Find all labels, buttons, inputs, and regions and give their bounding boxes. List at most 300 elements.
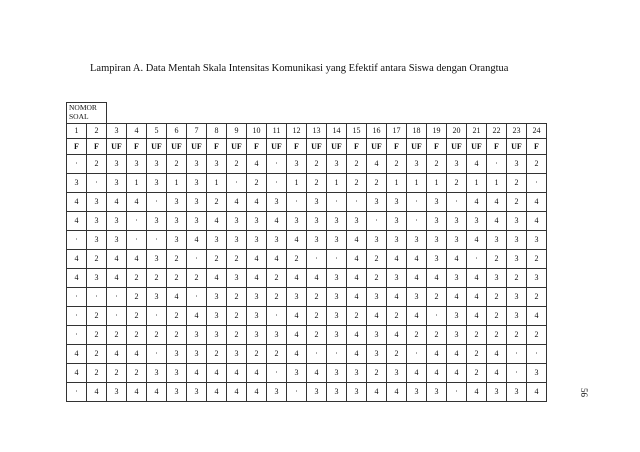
score-cell: 2 xyxy=(267,345,287,364)
score-cell: · xyxy=(267,155,287,174)
score-cell: 3 xyxy=(407,288,427,307)
score-cell: 4 xyxy=(487,193,507,212)
score-cell: 4 xyxy=(487,212,507,231)
item-type-cell: UF xyxy=(327,139,347,155)
score-cell: 4 xyxy=(527,307,547,326)
score-cell: 3 xyxy=(227,345,247,364)
score-cell: 3 xyxy=(247,307,267,326)
score-cell: · xyxy=(367,212,387,231)
score-cell: 3 xyxy=(307,212,327,231)
score-cell: 3 xyxy=(247,288,267,307)
score-cell: · xyxy=(187,250,207,269)
score-cell: 4 xyxy=(347,326,367,345)
item-number-cell: 7 xyxy=(187,124,207,139)
score-cell: 1 xyxy=(127,174,147,193)
score-cell: 2 xyxy=(247,174,267,193)
score-cell: 3 xyxy=(347,212,367,231)
score-cell: 2 xyxy=(527,250,547,269)
score-cell: 4 xyxy=(367,307,387,326)
score-cell: 4 xyxy=(67,269,87,288)
item-number-cell: 5 xyxy=(147,124,167,139)
score-cell: 3 xyxy=(427,231,447,250)
score-cell: 4 xyxy=(227,383,247,402)
score-cell: 3 xyxy=(167,212,187,231)
score-cell: 2 xyxy=(507,193,527,212)
score-cell: · xyxy=(67,326,87,345)
item-type-cell: UF xyxy=(107,139,127,155)
score-cell: · xyxy=(107,288,127,307)
score-cell: 2 xyxy=(127,269,147,288)
score-cell: 3 xyxy=(287,155,307,174)
score-cell: · xyxy=(527,345,547,364)
score-cell: 2 xyxy=(207,250,227,269)
score-cell: 3 xyxy=(207,231,227,250)
score-cell: 2 xyxy=(427,326,447,345)
score-cell: 3 xyxy=(447,307,467,326)
score-cell: 2 xyxy=(367,364,387,383)
table-header-label-row xyxy=(67,103,547,124)
score-cell: 2 xyxy=(407,326,427,345)
score-cell: · xyxy=(127,212,147,231)
score-cell: 2 xyxy=(227,250,247,269)
score-cell: 3 xyxy=(187,326,207,345)
score-cell: 2 xyxy=(527,326,547,345)
score-cell: 3 xyxy=(67,174,87,193)
item-number-cell: 6 xyxy=(167,124,187,139)
score-cell: 4 xyxy=(107,269,127,288)
score-cell: 4 xyxy=(127,193,147,212)
score-cell: 4 xyxy=(527,383,547,402)
score-cell: 2 xyxy=(127,307,147,326)
score-cell: 3 xyxy=(207,307,227,326)
score-cell: 4 xyxy=(67,250,87,269)
score-cell: 2 xyxy=(387,307,407,326)
score-cell: 2 xyxy=(227,307,247,326)
nomor-soal-label: NOMOR SOAL xyxy=(67,103,107,124)
score-cell: · xyxy=(67,288,87,307)
score-cell: · xyxy=(267,307,287,326)
score-cell: 4 xyxy=(227,364,247,383)
item-number-cell: 9 xyxy=(227,124,247,139)
score-cell: 1 xyxy=(467,174,487,193)
score-cell: 4 xyxy=(387,383,407,402)
score-cell: 3 xyxy=(327,288,347,307)
score-cell: 4 xyxy=(247,364,267,383)
item-type-cell: F xyxy=(287,139,307,155)
score-cell: 3 xyxy=(367,345,387,364)
score-cell: 4 xyxy=(407,307,427,326)
score-cell: 2 xyxy=(467,326,487,345)
page-number: 56 xyxy=(579,388,589,397)
score-cell: 3 xyxy=(507,155,527,174)
table-row xyxy=(67,326,547,345)
score-cell: · xyxy=(467,250,487,269)
item-type-cell: F xyxy=(87,139,107,155)
score-cell: 2 xyxy=(447,174,467,193)
table-row xyxy=(67,231,547,250)
score-cell: 2 xyxy=(367,269,387,288)
score-cell: 4 xyxy=(367,155,387,174)
score-cell: 4 xyxy=(67,345,87,364)
score-cell: 2 xyxy=(87,364,107,383)
score-cell: 3 xyxy=(247,212,267,231)
table-row xyxy=(67,250,547,269)
score-cell: 2 xyxy=(187,269,207,288)
score-cell: 2 xyxy=(167,269,187,288)
score-cell: · xyxy=(67,307,87,326)
item-number-cell: 19 xyxy=(427,124,447,139)
score-cell: 4 xyxy=(447,288,467,307)
score-cell: 3 xyxy=(87,212,107,231)
score-cell: 4 xyxy=(387,326,407,345)
score-cell: 3 xyxy=(187,212,207,231)
score-cell: 4 xyxy=(487,345,507,364)
item-type-cell: UF xyxy=(447,139,467,155)
item-number-cell: 22 xyxy=(487,124,507,139)
score-cell: 4 xyxy=(67,193,87,212)
item-number-cell: 4 xyxy=(127,124,147,139)
score-cell: · xyxy=(307,250,327,269)
score-cell: 2 xyxy=(427,155,447,174)
score-cell: 2 xyxy=(127,326,147,345)
score-cell: 2 xyxy=(147,269,167,288)
score-cell: 3 xyxy=(207,326,227,345)
score-cell: 4 xyxy=(127,345,147,364)
score-cell: 3 xyxy=(227,231,247,250)
score-cell: 3 xyxy=(327,212,347,231)
score-cell: 2 xyxy=(307,326,327,345)
score-cell: 3 xyxy=(327,383,347,402)
score-cell: 3 xyxy=(87,231,107,250)
score-cell: 4 xyxy=(67,364,87,383)
item-type-cell: UF xyxy=(407,139,427,155)
score-cell: 3 xyxy=(527,231,547,250)
score-cell: 4 xyxy=(367,383,387,402)
item-number-cell: 20 xyxy=(447,124,467,139)
score-cell: 3 xyxy=(347,364,367,383)
score-cell: 4 xyxy=(107,345,127,364)
score-cell: 3 xyxy=(367,326,387,345)
item-number-cell: 3 xyxy=(107,124,127,139)
score-cell: 3 xyxy=(147,155,167,174)
score-cell: 3 xyxy=(87,193,107,212)
score-cell: 3 xyxy=(327,231,347,250)
score-cell: 4 xyxy=(147,383,167,402)
score-cell: 4 xyxy=(227,193,247,212)
score-cell: 2 xyxy=(387,155,407,174)
item-number-cell: 8 xyxy=(207,124,227,139)
score-cell: 3 xyxy=(487,231,507,250)
score-cell: 4 xyxy=(207,364,227,383)
score-cell: 4 xyxy=(407,364,427,383)
score-cell: 3 xyxy=(207,155,227,174)
score-cell: 3 xyxy=(187,174,207,193)
page-title: Lampiran A. Data Mentah Skala Intensitas Komunikasi yang Efektif antara Siswa dengan Orangtua xyxy=(90,63,509,74)
score-cell: 3 xyxy=(387,231,407,250)
item-number-cell: 23 xyxy=(507,124,527,139)
score-cell: 4 xyxy=(187,364,207,383)
score-cell: 3 xyxy=(407,383,427,402)
score-cell: 2 xyxy=(307,307,327,326)
score-cell: 4 xyxy=(287,307,307,326)
score-cell: · xyxy=(447,193,467,212)
score-cell: 2 xyxy=(507,326,527,345)
item-number-cell: 17 xyxy=(387,124,407,139)
score-cell: 2 xyxy=(87,307,107,326)
score-cell: 2 xyxy=(467,364,487,383)
score-cell: 2 xyxy=(127,364,147,383)
score-cell: · xyxy=(267,364,287,383)
item-number-cell: 1 xyxy=(67,124,87,139)
score-cell: 4 xyxy=(287,269,307,288)
table-row xyxy=(67,307,547,326)
item-type-cell: UF xyxy=(167,139,187,155)
table-row xyxy=(67,174,547,193)
score-cell: 3 xyxy=(467,212,487,231)
table-row xyxy=(67,212,547,231)
score-cell: 3 xyxy=(87,269,107,288)
item-number-cell: 13 xyxy=(307,124,327,139)
score-cell: 3 xyxy=(287,364,307,383)
item-type-cell: UF xyxy=(507,139,527,155)
score-cell: 2 xyxy=(347,307,367,326)
item-number-cell: 16 xyxy=(367,124,387,139)
score-cell: 3 xyxy=(147,288,167,307)
score-cell: · xyxy=(327,250,347,269)
score-cell: 4 xyxy=(67,212,87,231)
item-type-cell: UF xyxy=(147,139,167,155)
score-cell: 3 xyxy=(387,212,407,231)
score-cell: 4 xyxy=(287,326,307,345)
score-cell: 3 xyxy=(327,364,347,383)
score-cell: 4 xyxy=(107,193,127,212)
item-type-cell: UF xyxy=(267,139,287,155)
score-cell: 4 xyxy=(267,250,287,269)
score-cell: 3 xyxy=(267,193,287,212)
score-cell: 2 xyxy=(147,326,167,345)
score-cell: · xyxy=(67,231,87,250)
score-cell: 4 xyxy=(527,193,547,212)
score-cell: 3 xyxy=(167,345,187,364)
score-cell: · xyxy=(327,193,347,212)
score-cell: 3 xyxy=(447,269,467,288)
item-number-cell: 10 xyxy=(247,124,267,139)
table-row xyxy=(67,383,547,402)
table-row xyxy=(67,155,547,174)
score-cell: 2 xyxy=(307,155,327,174)
score-cell: 4 xyxy=(247,269,267,288)
score-cell: · xyxy=(227,174,247,193)
score-cell: 2 xyxy=(87,155,107,174)
score-cell: 2 xyxy=(247,345,267,364)
score-cell: 3 xyxy=(187,345,207,364)
score-cell: 1 xyxy=(207,174,227,193)
score-cell: · xyxy=(407,193,427,212)
table-row xyxy=(67,364,547,383)
score-cell: 4 xyxy=(467,383,487,402)
item-type-cell: F xyxy=(67,139,87,155)
score-cell: 2 xyxy=(527,155,547,174)
score-cell: 2 xyxy=(287,250,307,269)
score-cell: 2 xyxy=(507,174,527,193)
item-type-cell: UF xyxy=(227,139,247,155)
score-cell: 4 xyxy=(467,288,487,307)
score-cell: 2 xyxy=(487,307,507,326)
score-cell: 3 xyxy=(507,383,527,402)
score-cell: · xyxy=(267,174,287,193)
score-cell: 2 xyxy=(167,250,187,269)
score-cell: 2 xyxy=(427,288,447,307)
score-cell: 2 xyxy=(487,326,507,345)
score-cell: 4 xyxy=(347,345,367,364)
score-cell: · xyxy=(147,193,167,212)
score-cell: 3 xyxy=(167,231,187,250)
score-cell: · xyxy=(147,307,167,326)
score-cell: 4 xyxy=(447,345,467,364)
score-cell: 3 xyxy=(287,212,307,231)
item-number-cell: 21 xyxy=(467,124,487,139)
table-row xyxy=(67,345,547,364)
score-cell: 4 xyxy=(207,269,227,288)
score-cell: · xyxy=(487,155,507,174)
score-cell: 3 xyxy=(387,193,407,212)
score-cell: 2 xyxy=(167,155,187,174)
score-cell: 4 xyxy=(307,269,327,288)
score-cell: 2 xyxy=(387,345,407,364)
score-cell: 2 xyxy=(307,174,327,193)
score-cell: 4 xyxy=(287,231,307,250)
score-cell: 3 xyxy=(307,231,327,250)
score-cell: 4 xyxy=(187,231,207,250)
table-row xyxy=(67,269,547,288)
score-cell: 3 xyxy=(407,155,427,174)
score-cell: 3 xyxy=(107,155,127,174)
score-cell: 3 xyxy=(487,383,507,402)
score-cell: · xyxy=(67,155,87,174)
item-number-cell: 11 xyxy=(267,124,287,139)
score-cell: · xyxy=(307,345,327,364)
score-cell: 1 xyxy=(167,174,187,193)
score-cell: 3 xyxy=(527,364,547,383)
score-cell: 3 xyxy=(247,326,267,345)
score-cell: 3 xyxy=(447,155,467,174)
score-cell: · xyxy=(67,383,87,402)
raw-data-table xyxy=(66,102,547,402)
item-number-row xyxy=(67,124,547,139)
score-cell: 2 xyxy=(107,364,127,383)
score-cell: 1 xyxy=(427,174,447,193)
score-cell: · xyxy=(427,307,447,326)
item-number-cell: 18 xyxy=(407,124,427,139)
score-cell: 3 xyxy=(327,269,347,288)
score-cell: 3 xyxy=(147,364,167,383)
score-cell: 3 xyxy=(167,383,187,402)
score-cell: · xyxy=(107,307,127,326)
score-cell: 4 xyxy=(247,155,267,174)
score-cell: · xyxy=(87,174,107,193)
score-cell: 3 xyxy=(447,326,467,345)
score-cell: 2 xyxy=(487,288,507,307)
score-cell: 4 xyxy=(467,193,487,212)
score-cell: 3 xyxy=(347,383,367,402)
item-number-cell: 2 xyxy=(87,124,107,139)
score-cell: 3 xyxy=(287,288,307,307)
score-cell: 2 xyxy=(207,193,227,212)
score-cell: 3 xyxy=(247,231,267,250)
score-cell: 4 xyxy=(187,307,207,326)
item-type-cell: F xyxy=(207,139,227,155)
score-cell: 4 xyxy=(127,250,147,269)
score-cell: 4 xyxy=(167,288,187,307)
score-cell: 2 xyxy=(367,250,387,269)
score-cell: 4 xyxy=(487,364,507,383)
score-cell: 4 xyxy=(87,383,107,402)
score-cell: 3 xyxy=(427,383,447,402)
item-type-cell: UF xyxy=(467,139,487,155)
score-cell: 4 xyxy=(207,383,227,402)
score-cell: 4 xyxy=(347,250,367,269)
item-type-cell: UF xyxy=(367,139,387,155)
score-cell: 3 xyxy=(267,231,287,250)
item-type-cell: UF xyxy=(187,139,207,155)
item-type-cell: UF xyxy=(307,139,327,155)
score-cell: 3 xyxy=(307,193,327,212)
score-cell: 4 xyxy=(347,288,367,307)
score-cell: 4 xyxy=(207,212,227,231)
score-cell: 4 xyxy=(467,155,487,174)
score-cell: 3 xyxy=(267,326,287,345)
table-row xyxy=(67,193,547,212)
score-cell: 2 xyxy=(507,269,527,288)
score-cell: 3 xyxy=(327,326,347,345)
score-cell: 2 xyxy=(487,250,507,269)
score-cell: · xyxy=(507,364,527,383)
score-cell: 4 xyxy=(447,250,467,269)
score-cell: · xyxy=(127,231,147,250)
score-cell: · xyxy=(407,212,427,231)
blank-cell xyxy=(107,103,547,124)
score-cell: 3 xyxy=(107,231,127,250)
score-cell: 3 xyxy=(227,212,247,231)
score-cell: 4 xyxy=(387,250,407,269)
score-cell: 4 xyxy=(347,269,367,288)
score-cell: 3 xyxy=(387,364,407,383)
score-cell: 3 xyxy=(427,193,447,212)
score-cell: · xyxy=(407,345,427,364)
score-cell: 3 xyxy=(207,288,227,307)
score-cell: 2 xyxy=(227,288,247,307)
score-cell: · xyxy=(287,193,307,212)
score-cell: · xyxy=(147,231,167,250)
score-cell: 3 xyxy=(507,288,527,307)
score-cell: 4 xyxy=(307,364,327,383)
score-cell: 2 xyxy=(107,326,127,345)
score-cell: 3 xyxy=(147,250,167,269)
score-cell: 2 xyxy=(527,288,547,307)
score-cell: 4 xyxy=(427,345,447,364)
score-cell: 3 xyxy=(367,193,387,212)
item-type-cell: F xyxy=(427,139,447,155)
score-cell: 3 xyxy=(187,383,207,402)
score-cell: 2 xyxy=(127,288,147,307)
item-type-cell: F xyxy=(487,139,507,155)
item-type-cell: F xyxy=(347,139,367,155)
score-cell: · xyxy=(327,345,347,364)
score-cell: 4 xyxy=(407,250,427,269)
score-cell: 4 xyxy=(447,364,467,383)
score-cell: 4 xyxy=(427,269,447,288)
score-cell: 2 xyxy=(307,288,327,307)
